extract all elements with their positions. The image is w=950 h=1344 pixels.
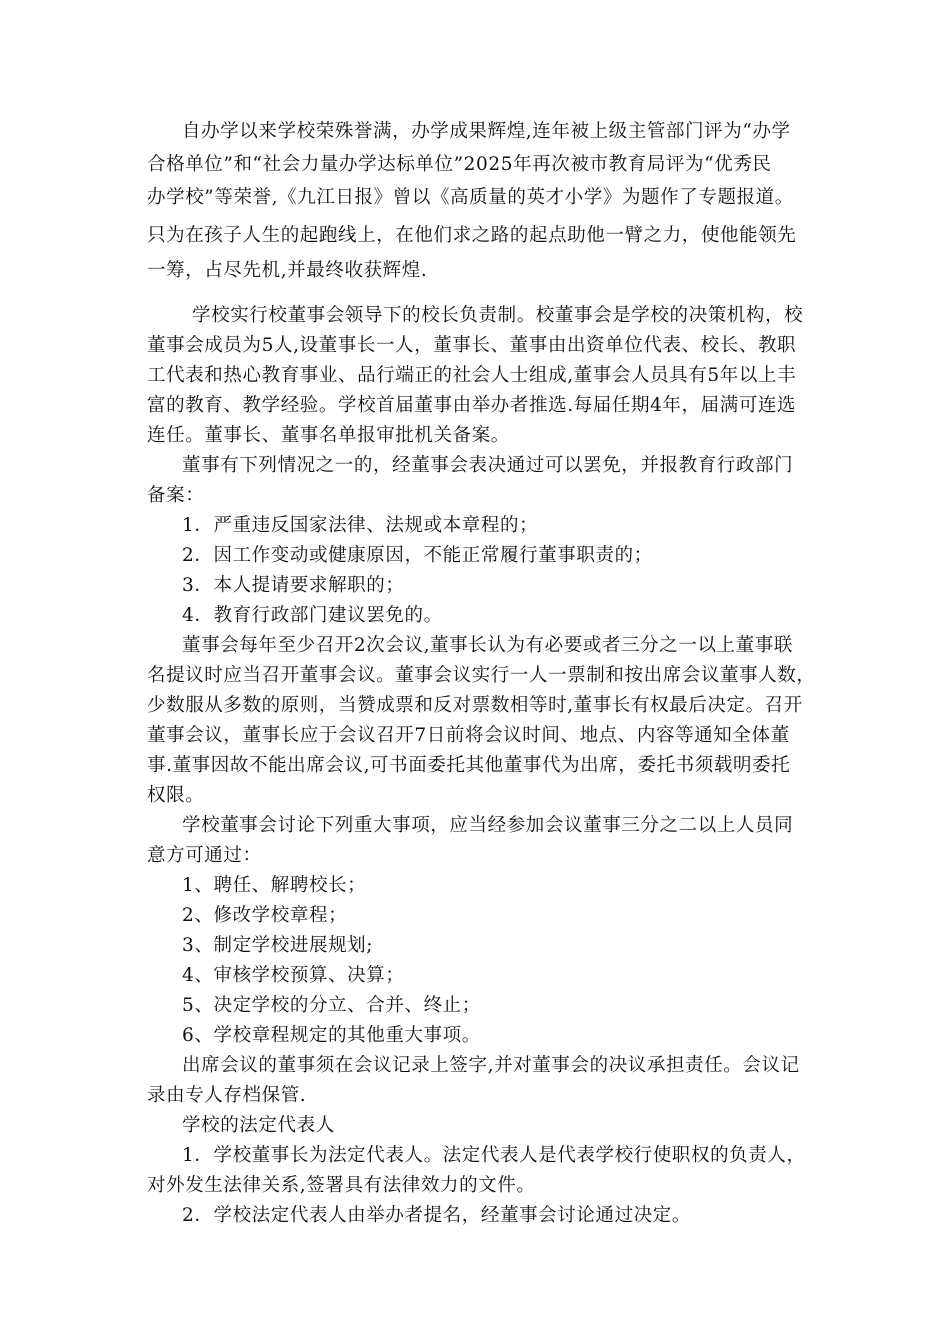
text-line: 1．严重违反国家法律、法规或本章程的；	[182, 515, 539, 536]
text-line: 少数服从多数的原则，当赞成票和反对票数相等时,董事长有权最后决定。召开	[147, 695, 803, 716]
text-line: 富的教育、教学经验。学校首届董事由举办者推选.每届任期4年，届满可连选	[147, 395, 797, 416]
text-line: 学校实行校董事会领导下的校长负责制。校董事会是学校的决策机构，校	[192, 305, 804, 326]
text-line: 4．教育行政部门建议罢免的。	[182, 605, 443, 626]
text-line: 1、聘任、解聘校长；	[182, 875, 367, 896]
text-line: 2、修改学校章程；	[182, 905, 348, 926]
text-line: 董事会每年至少召开2次会议,董事长认为有必要或者三分之一以上董事联	[182, 635, 793, 656]
text-line: 6、学校章程规定的其他重大事项。	[182, 1025, 481, 1046]
text-line: 工代表和热心教育事业、品行端正的社会人士组成,董事会人员具有5年以上丰	[147, 365, 797, 386]
text-line: 权限。	[147, 785, 205, 806]
text-line: 只为在孩子人生的起跑线上，在他们求之路的起点助他一臂之力，使他能领先	[147, 225, 797, 246]
text-line: 学校的法定代表人	[182, 1115, 335, 1136]
text-line: 办学校”等荣誉,《九江日报》曾以《高质量的英才小学》为题作了专题报道。	[147, 187, 794, 208]
text-line: 1．学校董事长为法定代表人。法定代表人是代表学校行使职权的负责人，	[182, 1145, 806, 1166]
text-line: 2．学校法定代表人由举办者提名，经董事会讨论通过决定。	[182, 1205, 691, 1226]
text-line: 出席会议的董事须在会议记录上签字,并对董事会的决议承担责任。会议记	[182, 1055, 800, 1076]
text-line: 名提议时应当召开董事会议。董事会议实行一人一票制和按出席会议董事人数，	[147, 665, 816, 686]
text-line: 意方可通过：	[147, 845, 262, 866]
text-line: 一筹，占尽先机,并最终收获辉煌.	[147, 260, 428, 281]
text-line: 连任。董事长、董事名单报审批机关备案。	[147, 425, 510, 446]
text-line: 合格单位”和“社会力量办学达标单位”2025年再次被市教育局评为“优秀民	[147, 154, 772, 175]
text-line: 3．本人提请要求解职的；	[182, 575, 405, 596]
text-line: 备案：	[147, 485, 205, 506]
text-line: 对外发生法律关系,签署具有法律效力的文件。	[147, 1175, 536, 1196]
text-line: 4、审核学校预算、决算；	[182, 965, 405, 986]
text-line: 学校董事会讨论下列重大事项，应当经参加会议董事三分之二以上人员同	[182, 815, 794, 836]
text-line: 2．因工作变动或健康原因，不能正常履行董事职责的；	[182, 545, 653, 566]
text-line: 董事有下列情况之一的，经董事会表决通过可以罢免，并报教育行政部门	[182, 455, 794, 476]
text-line: 5、决定学校的分立、合并、终止；	[182, 995, 481, 1016]
text-line: 自办学以来学校荣殊誉满，办学成果辉煌,连年被上级主管部门评为“办学	[182, 121, 791, 142]
text-line: 录由专人存档保管.	[147, 1085, 307, 1106]
text-line: 董事会议，董事长应于会议召开7日前将会议时间、地点、内容等通知全体董	[147, 725, 790, 746]
text-line: 董事会成员为5人,设董事长一人，董事长、董事由出资单位代表、校长、教职	[147, 335, 797, 356]
text-line: 事.董事因故不能出席会议,可书面委托其他董事代为出席，委托书须载明委托	[147, 755, 791, 776]
text-line: 3、制定学校进展规划;	[182, 935, 374, 956]
